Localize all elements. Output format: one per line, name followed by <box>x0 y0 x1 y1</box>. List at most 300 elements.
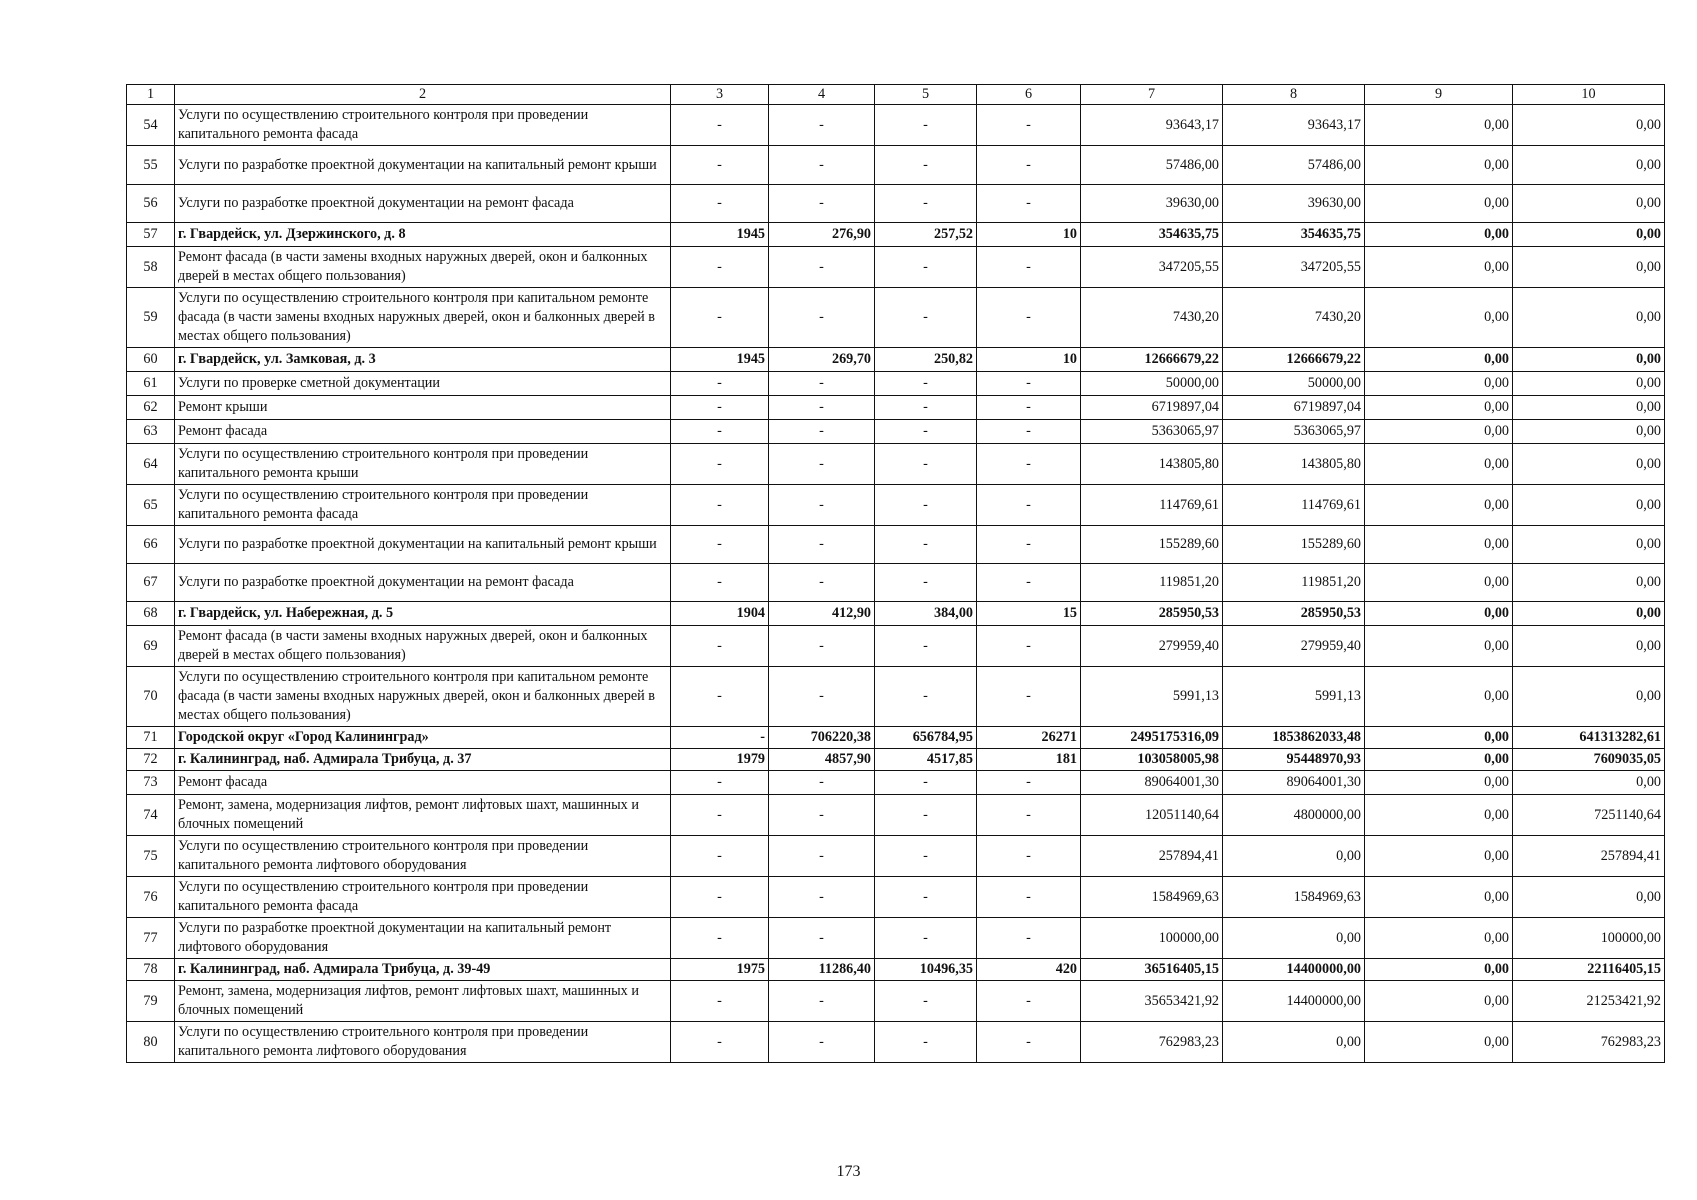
value-cell: 7609035,05 <box>1513 749 1665 771</box>
value-cell: 279959,40 <box>1223 626 1365 667</box>
table-row <box>127 667 1665 727</box>
value-cell: - <box>875 105 977 146</box>
value-cell: - <box>977 836 1081 877</box>
value-cell: 250,82 <box>875 348 977 372</box>
value-cell: 89064001,30 <box>1223 771 1365 795</box>
row-title: Ремонт фасада (в части замены входных наружных дверей, окон и балконных дверей в местах общего пользования) <box>175 626 671 667</box>
value-cell: 0,00 <box>1365 836 1513 877</box>
value-cell: - <box>671 526 769 564</box>
value-cell: - <box>769 918 875 959</box>
value-cell: 5363065,97 <box>1081 420 1223 444</box>
table-row <box>127 959 1665 981</box>
row-title: Услуги по проверке сметной документации <box>175 372 671 396</box>
header-cell: 1 <box>127 85 175 105</box>
value-cell: - <box>977 485 1081 526</box>
value-cell: 14400000,00 <box>1223 981 1365 1022</box>
value-cell: 0,00 <box>1513 771 1665 795</box>
table-row <box>127 602 1665 626</box>
row-title: Услуги по разработке проектной документации на капитальный ремонт крыши <box>175 146 671 185</box>
row-number: 70 <box>127 667 175 727</box>
value-cell: 5991,13 <box>1223 667 1365 727</box>
value-cell: - <box>671 485 769 526</box>
value-cell: 0,00 <box>1365 348 1513 372</box>
value-cell: 0,00 <box>1365 564 1513 602</box>
value-cell: 6719897,04 <box>1223 396 1365 420</box>
value-cell: - <box>671 105 769 146</box>
value-cell: 39630,00 <box>1223 185 1365 223</box>
value-cell: 257,52 <box>875 223 977 247</box>
value-cell: 1945 <box>671 348 769 372</box>
value-cell: 93643,17 <box>1081 105 1223 146</box>
value-cell: 0,00 <box>1513 444 1665 485</box>
value-cell: 0,00 <box>1365 795 1513 836</box>
value-cell: - <box>671 146 769 185</box>
row-number: 57 <box>127 223 175 247</box>
value-cell: - <box>769 185 875 223</box>
value-cell: 119851,20 <box>1081 564 1223 602</box>
row-number: 62 <box>127 396 175 420</box>
table-row <box>127 564 1665 602</box>
header-cell: 9 <box>1365 85 1513 105</box>
value-cell: 89064001,30 <box>1081 771 1223 795</box>
value-cell: 0,00 <box>1365 626 1513 667</box>
value-cell: 119851,20 <box>1223 564 1365 602</box>
row-title: Ремонт, замена, модернизация лифтов, ремонт лифтовых шахт, машинных и блочных помещений <box>175 795 671 836</box>
value-cell: - <box>769 485 875 526</box>
row-title: Ремонт фасада (в части замены входных наружных дверей, окон и балконных дверей в местах общего пользования) <box>175 247 671 288</box>
value-cell: - <box>671 918 769 959</box>
row-title: Услуги по осуществлению строительного контроля при проведении капитального ремонта фасада <box>175 105 671 146</box>
value-cell: - <box>671 771 769 795</box>
table-row <box>127 626 1665 667</box>
value-cell: 0,00 <box>1365 288 1513 348</box>
value-cell: 57486,00 <box>1081 146 1223 185</box>
row-number: 55 <box>127 146 175 185</box>
value-cell: 0,00 <box>1513 247 1665 288</box>
value-cell: 7430,20 <box>1223 288 1365 348</box>
row-title: Услуги по разработке проектной документации на ремонт фасада <box>175 185 671 223</box>
row-number: 73 <box>127 771 175 795</box>
row-number: 65 <box>127 485 175 526</box>
value-cell: - <box>977 185 1081 223</box>
value-cell: - <box>875 247 977 288</box>
row-number: 69 <box>127 626 175 667</box>
value-cell: 10496,35 <box>875 959 977 981</box>
value-cell: 1853862033,48 <box>1223 727 1365 749</box>
value-cell: 257894,41 <box>1513 836 1665 877</box>
value-cell: - <box>769 526 875 564</box>
value-cell: - <box>671 564 769 602</box>
document-page <box>126 84 1664 1063</box>
row-title: Услуги по осуществлению строительного контроля при проведении капитального ремонта фасада <box>175 877 671 918</box>
value-cell: 0,00 <box>1365 372 1513 396</box>
value-cell: 100000,00 <box>1081 918 1223 959</box>
table-row <box>127 918 1665 959</box>
table-row <box>127 981 1665 1022</box>
value-cell: 279959,40 <box>1081 626 1223 667</box>
table-row <box>127 396 1665 420</box>
value-cell: 50000,00 <box>1081 372 1223 396</box>
value-cell: 412,90 <box>769 602 875 626</box>
value-cell: 143805,80 <box>1081 444 1223 485</box>
value-cell: 0,00 <box>1513 877 1665 918</box>
row-title: г. Гвардейск, ул. Набережная, д. 5 <box>175 602 671 626</box>
table-row <box>127 185 1665 223</box>
table-row <box>127 420 1665 444</box>
value-cell: 269,70 <box>769 348 875 372</box>
value-cell: 0,00 <box>1365 749 1513 771</box>
value-cell: 0,00 <box>1513 348 1665 372</box>
row-title: Ремонт крыши <box>175 396 671 420</box>
value-cell: - <box>875 1022 977 1063</box>
row-number: 58 <box>127 247 175 288</box>
value-cell: - <box>769 626 875 667</box>
value-cell: 1584969,63 <box>1081 877 1223 918</box>
value-cell: - <box>875 564 977 602</box>
value-cell: - <box>875 526 977 564</box>
value-cell: 36516405,15 <box>1081 959 1223 981</box>
header-cell: 7 <box>1081 85 1223 105</box>
value-cell: - <box>671 877 769 918</box>
header-cell: 6 <box>977 85 1081 105</box>
value-cell: 0,00 <box>1365 667 1513 727</box>
value-cell: - <box>977 626 1081 667</box>
table-row <box>127 836 1665 877</box>
table-row <box>127 727 1665 749</box>
value-cell: 641313282,61 <box>1513 727 1665 749</box>
value-cell: 656784,95 <box>875 727 977 749</box>
page-number: 173 <box>836 1163 861 1180</box>
row-number: 74 <box>127 795 175 836</box>
value-cell: - <box>977 105 1081 146</box>
value-cell: 181 <box>977 749 1081 771</box>
value-cell: 15 <box>977 602 1081 626</box>
value-cell: - <box>769 667 875 727</box>
row-title: Ремонт, замена, модернизация лифтов, ремонт лифтовых шахт, машинных и блочных помещений <box>175 981 671 1022</box>
row-number: 59 <box>127 288 175 348</box>
value-cell: - <box>671 626 769 667</box>
value-cell: - <box>769 981 875 1022</box>
table-row <box>127 749 1665 771</box>
value-cell: 0,00 <box>1513 526 1665 564</box>
row-title: Ремонт фасада <box>175 771 671 795</box>
value-cell: 347205,55 <box>1081 247 1223 288</box>
row-number: 72 <box>127 749 175 771</box>
row-title: г. Гвардейск, ул. Замковая, д. 3 <box>175 348 671 372</box>
value-cell: - <box>769 1022 875 1063</box>
value-cell: 0,00 <box>1513 146 1665 185</box>
value-cell: - <box>977 918 1081 959</box>
value-cell: - <box>769 564 875 602</box>
value-cell: 384,00 <box>875 602 977 626</box>
row-title: Услуги по осуществлению строительного контроля при проведении капитального ремонта лифтового оборудования <box>175 836 671 877</box>
value-cell: - <box>977 564 1081 602</box>
table-body <box>127 105 1665 1063</box>
value-cell: 0,00 <box>1513 396 1665 420</box>
value-cell: 100000,00 <box>1513 918 1665 959</box>
value-cell: 5991,13 <box>1081 667 1223 727</box>
table-row <box>127 444 1665 485</box>
value-cell: 26271 <box>977 727 1081 749</box>
row-title: Услуги по осуществлению строительного контроля при проведении капитального ремонта фасада <box>175 485 671 526</box>
value-cell: - <box>769 420 875 444</box>
value-cell: 2495175316,09 <box>1081 727 1223 749</box>
value-cell: 0,00 <box>1365 223 1513 247</box>
row-title: Услуги по разработке проектной документации на капитальный ремонт лифтового оборудования <box>175 918 671 959</box>
value-cell: 0,00 <box>1513 420 1665 444</box>
value-cell: 0,00 <box>1513 185 1665 223</box>
value-cell: 420 <box>977 959 1081 981</box>
row-number: 63 <box>127 420 175 444</box>
value-cell: - <box>875 444 977 485</box>
value-cell: - <box>671 372 769 396</box>
value-cell: 0,00 <box>1365 105 1513 146</box>
value-cell: - <box>769 146 875 185</box>
value-cell: 7251140,64 <box>1513 795 1665 836</box>
value-cell: - <box>977 247 1081 288</box>
value-cell: 5363065,97 <box>1223 420 1365 444</box>
value-cell: - <box>977 146 1081 185</box>
table-row <box>127 372 1665 396</box>
value-cell: 6719897,04 <box>1081 396 1223 420</box>
value-cell: 0,00 <box>1513 485 1665 526</box>
value-cell: 257894,41 <box>1081 836 1223 877</box>
value-cell: - <box>769 836 875 877</box>
header-cell: 8 <box>1223 85 1365 105</box>
value-cell: 0,00 <box>1513 564 1665 602</box>
value-cell: 0,00 <box>1365 602 1513 626</box>
value-cell: - <box>769 288 875 348</box>
header-cell: 2 <box>175 85 671 105</box>
table-row <box>127 348 1665 372</box>
value-cell: 285950,53 <box>1223 602 1365 626</box>
table-row <box>127 795 1665 836</box>
value-cell: - <box>977 396 1081 420</box>
row-number: 76 <box>127 877 175 918</box>
value-cell: - <box>671 247 769 288</box>
table-row <box>127 223 1665 247</box>
table-row <box>127 288 1665 348</box>
value-cell: 706220,38 <box>769 727 875 749</box>
value-cell: 0,00 <box>1365 959 1513 981</box>
value-cell: - <box>671 727 769 749</box>
value-cell: - <box>977 795 1081 836</box>
value-cell: 0,00 <box>1365 877 1513 918</box>
value-cell: - <box>671 981 769 1022</box>
value-cell: - <box>977 288 1081 348</box>
table-row <box>127 105 1665 146</box>
value-cell: - <box>671 836 769 877</box>
value-cell: - <box>769 247 875 288</box>
value-cell: 1975 <box>671 959 769 981</box>
value-cell: 14400000,00 <box>1223 959 1365 981</box>
value-cell: - <box>977 526 1081 564</box>
value-cell: 0,00 <box>1513 626 1665 667</box>
table-row <box>127 146 1665 185</box>
row-title: г. Калининград, наб. Адмирала Трибуца, д. 37 <box>175 749 671 771</box>
value-cell: 0,00 <box>1513 105 1665 146</box>
value-cell: 354635,75 <box>1081 223 1223 247</box>
value-cell: - <box>875 771 977 795</box>
value-cell: 0,00 <box>1513 372 1665 396</box>
row-number: 79 <box>127 981 175 1022</box>
value-cell: - <box>875 877 977 918</box>
header-cell: 5 <box>875 85 977 105</box>
value-cell: - <box>671 795 769 836</box>
row-number: 67 <box>127 564 175 602</box>
value-cell: 4857,90 <box>769 749 875 771</box>
value-cell: 0,00 <box>1365 146 1513 185</box>
row-title: г. Гвардейск, ул. Дзержинского, д. 8 <box>175 223 671 247</box>
row-number: 71 <box>127 727 175 749</box>
value-cell: - <box>875 372 977 396</box>
value-cell: - <box>977 420 1081 444</box>
header-cell: 4 <box>769 85 875 105</box>
value-cell: - <box>671 444 769 485</box>
value-cell: 12666679,22 <box>1223 348 1365 372</box>
value-cell: - <box>977 877 1081 918</box>
row-title: г. Калининград, наб. Адмирала Трибуца, д. 39-49 <box>175 959 671 981</box>
row-number: 78 <box>127 959 175 981</box>
row-title: Городской округ «Город Калининград» <box>175 727 671 749</box>
row-number: 54 <box>127 105 175 146</box>
row-number: 61 <box>127 372 175 396</box>
row-title: Услуги по осуществлению строительного контроля при капитальном ремонте фасада (в части замены входных наружных дверей, окон и балконных дверей в местах общего пользования) <box>175 667 671 727</box>
value-cell: 0,00 <box>1365 485 1513 526</box>
value-cell: 347205,55 <box>1223 247 1365 288</box>
header-cell: 3 <box>671 85 769 105</box>
value-cell: - <box>671 185 769 223</box>
value-cell: - <box>875 836 977 877</box>
value-cell: - <box>875 795 977 836</box>
table-row <box>127 1022 1665 1063</box>
value-cell: 0,00 <box>1365 420 1513 444</box>
value-cell: - <box>671 420 769 444</box>
row-number: 56 <box>127 185 175 223</box>
value-cell: 0,00 <box>1513 223 1665 247</box>
value-cell: - <box>769 372 875 396</box>
value-cell: - <box>977 444 1081 485</box>
value-cell: 1979 <box>671 749 769 771</box>
value-cell: 35653421,92 <box>1081 981 1223 1022</box>
value-cell: 4517,85 <box>875 749 977 771</box>
value-cell: - <box>875 918 977 959</box>
value-cell: 114769,61 <box>1223 485 1365 526</box>
row-number: 68 <box>127 602 175 626</box>
row-number: 64 <box>127 444 175 485</box>
row-number: 80 <box>127 1022 175 1063</box>
value-cell: 0,00 <box>1365 771 1513 795</box>
value-cell: 762983,23 <box>1081 1022 1223 1063</box>
value-cell: 114769,61 <box>1081 485 1223 526</box>
value-cell: 0,00 <box>1365 918 1513 959</box>
row-title: Ремонт фасада <box>175 420 671 444</box>
value-cell: - <box>977 667 1081 727</box>
value-cell: - <box>769 396 875 420</box>
value-cell: 0,00 <box>1365 1022 1513 1063</box>
value-cell: - <box>769 771 875 795</box>
value-cell: - <box>769 795 875 836</box>
value-cell: 285950,53 <box>1081 602 1223 626</box>
value-cell: 12051140,64 <box>1081 795 1223 836</box>
value-cell: 11286,40 <box>769 959 875 981</box>
table-row <box>127 771 1665 795</box>
value-cell: 0,00 <box>1223 918 1365 959</box>
value-cell: - <box>769 105 875 146</box>
value-cell: 50000,00 <box>1223 372 1365 396</box>
value-cell: 21253421,92 <box>1513 981 1665 1022</box>
value-cell: - <box>977 372 1081 396</box>
value-cell: 39630,00 <box>1081 185 1223 223</box>
value-cell: - <box>671 396 769 420</box>
value-cell: 0,00 <box>1513 288 1665 348</box>
value-cell: - <box>671 667 769 727</box>
value-cell: 7430,20 <box>1081 288 1223 348</box>
value-cell: - <box>977 981 1081 1022</box>
value-cell: - <box>671 1022 769 1063</box>
value-cell: 0,00 <box>1223 836 1365 877</box>
value-cell: 0,00 <box>1365 981 1513 1022</box>
value-cell: - <box>875 185 977 223</box>
row-number: 66 <box>127 526 175 564</box>
table-row <box>127 877 1665 918</box>
row-title: Услуги по осуществлению строительного контроля при проведении капитального ремонта лифтового оборудования <box>175 1022 671 1063</box>
value-cell: 12666679,22 <box>1081 348 1223 372</box>
table-row <box>127 526 1665 564</box>
value-cell: 0,00 <box>1365 247 1513 288</box>
value-cell: 0,00 <box>1513 602 1665 626</box>
row-title: Услуги по разработке проектной документации на ремонт фасада <box>175 564 671 602</box>
repair-table <box>126 84 1665 1063</box>
value-cell: 103058005,98 <box>1081 749 1223 771</box>
value-cell: 143805,80 <box>1223 444 1365 485</box>
row-number: 75 <box>127 836 175 877</box>
value-cell: 10 <box>977 348 1081 372</box>
value-cell: 4800000,00 <box>1223 795 1365 836</box>
value-cell: 762983,23 <box>1513 1022 1665 1063</box>
value-cell: 10 <box>977 223 1081 247</box>
value-cell: - <box>875 667 977 727</box>
table-row <box>127 485 1665 526</box>
row-number: 60 <box>127 348 175 372</box>
value-cell: 155289,60 <box>1223 526 1365 564</box>
value-cell: 276,90 <box>769 223 875 247</box>
value-cell: 155289,60 <box>1081 526 1223 564</box>
value-cell: - <box>875 626 977 667</box>
value-cell: - <box>671 288 769 348</box>
value-cell: 354635,75 <box>1223 223 1365 247</box>
value-cell: - <box>875 146 977 185</box>
value-cell: 22116405,15 <box>1513 959 1665 981</box>
value-cell: 0,00 <box>1365 727 1513 749</box>
value-cell: 0,00 <box>1365 526 1513 564</box>
value-cell: 0,00 <box>1365 444 1513 485</box>
value-cell: 95448970,93 <box>1223 749 1365 771</box>
value-cell: - <box>977 1022 1081 1063</box>
value-cell: 0,00 <box>1365 396 1513 420</box>
value-cell: - <box>769 877 875 918</box>
value-cell: - <box>875 396 977 420</box>
header-row <box>127 85 1665 105</box>
value-cell: 57486,00 <box>1223 146 1365 185</box>
header-cell: 10 <box>1513 85 1665 105</box>
value-cell: 0,00 <box>1513 667 1665 727</box>
row-number: 77 <box>127 918 175 959</box>
value-cell: 0,00 <box>1365 185 1513 223</box>
value-cell: - <box>875 420 977 444</box>
value-cell: 1904 <box>671 602 769 626</box>
row-title: Услуги по разработке проектной документации на капитальный ремонт крыши <box>175 526 671 564</box>
